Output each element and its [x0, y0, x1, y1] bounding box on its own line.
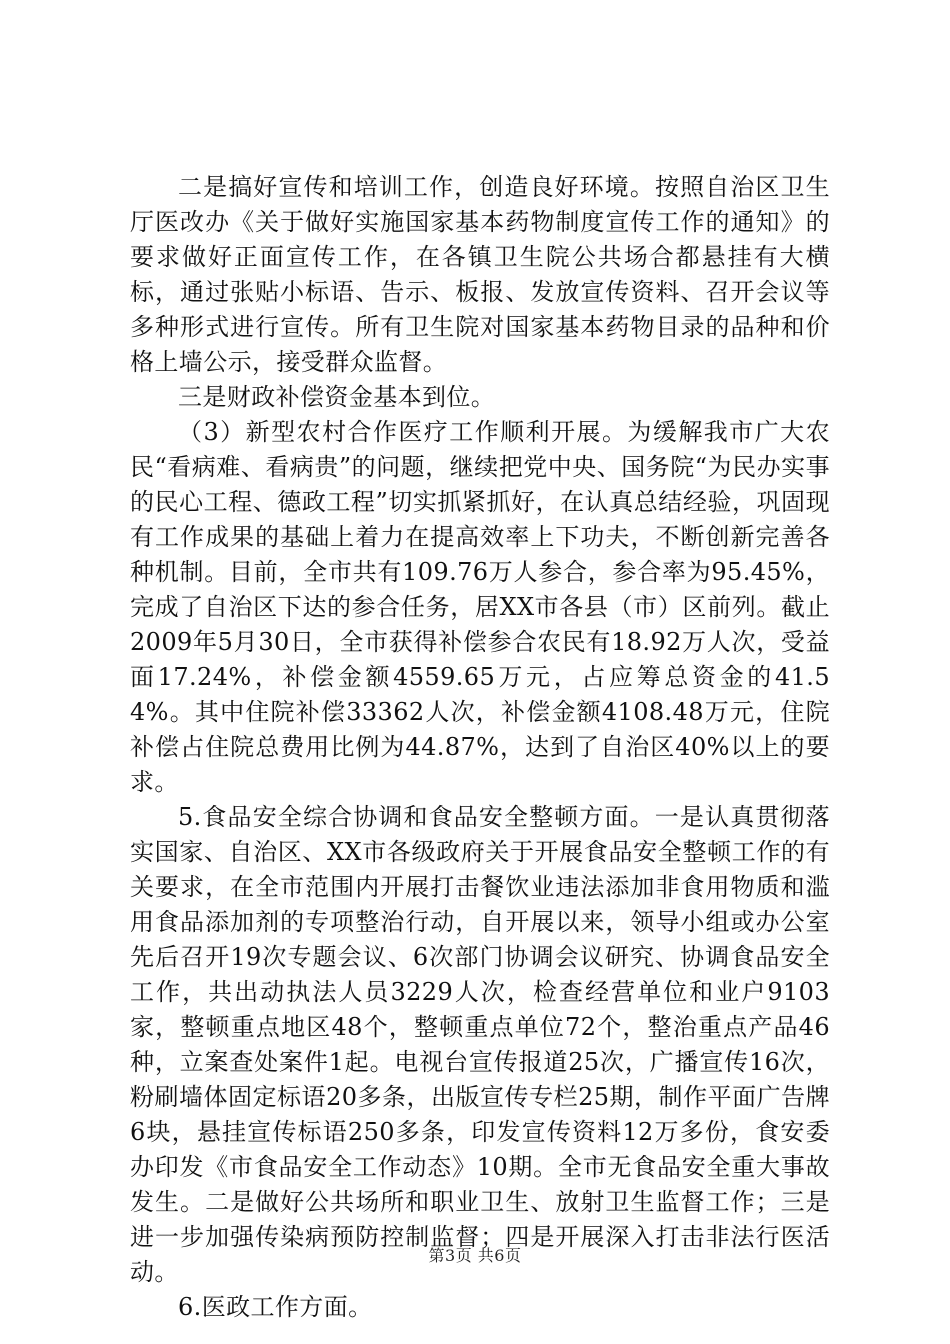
paragraph-rural-cooperative-medical: （3）新型农村合作医疗工作顺利开展。为缓解我市广大农民“看病难、看病贵”的问题，继续把党中央、国务院“为民办实事的民心工程、德政工程”切实抓紧抓好，在认真总结经验，巩固现有工作成果的基础上着力在提高效率上下功夫，不断创新完善各种机制。目前，全市共有109.76万人参合，参合率为95.45%，完成了自治区下达的参合任务，居XX市各县（市）区前列。截止2009年5月30日，全市获得补偿参合农民有18.92万人次，受益面17.24%，补偿金额4559.65万元，占应筹总资金的41.54%。其中住院补偿33362人次，补偿金额4108.48万元，住院补偿占住院总费用比例为44.87%，达到了自治区40%以上的要求。 [130, 418, 830, 796]
paragraph-medical-administration: 6.医政工作方面。 [178, 1293, 373, 1321]
paragraph-publicity-training: 二是搞好宣传和培训工作，创造良好环境。按照自治区卫生厅医改办《关于做好实施国家基本药物制度宣传工作的通知》的要求做好正面宣传工作，在各镇卫生院公共场合都悬挂有大横标，通过张贴小标语、告示、板报、发放宣传资料、召开会议等多种形式进行宣传。所有卫生院对国家基本药物目录的品种和价格上墙公示，接受群众监督。 [130, 173, 830, 376]
paragraph-food-safety: 5.食品安全综合协调和食品安全整顿方面。一是认真贯彻落实国家、自治区、XX市各级政府关于开展食品安全整顿工作的有关要求，在全市范围内开展打击餐饮业违法添加非食用物质和滥用食品添加剂的专项整治行动，自开展以来，领导小组或办公室先后召开19次专题会议、6次部门协调会议研究、协调食品安全工作，共出动执法人员3229人次，检查经营单位和业户9103家，整顿重点地区48个，整顿重点单位72个，整治重点产品46种，立案查处案件1起。电视台宣传报道25次，广播宣传16次，粉刷墙体固定标语20多条，出版宣传专栏25期，制作平面广告牌6块，悬挂宣传标语250多条，印发宣传资料12万多份，食安委办印发《市食品安全工作动态》10期。全市无食品安全重大事故发生。二是做好公共场所和职业卫生、放射卫生监督工作；三是进一步加强传染病预防控制监督；四是开展深入打击非法行医活动。 [130, 803, 830, 1286]
paragraph-financial-compensation: 三是财政补偿资金基本到位。 [178, 383, 496, 411]
document-body [130, 170, 830, 1325]
page-number-footer: 第3页 共6页 [428, 1246, 522, 1265]
